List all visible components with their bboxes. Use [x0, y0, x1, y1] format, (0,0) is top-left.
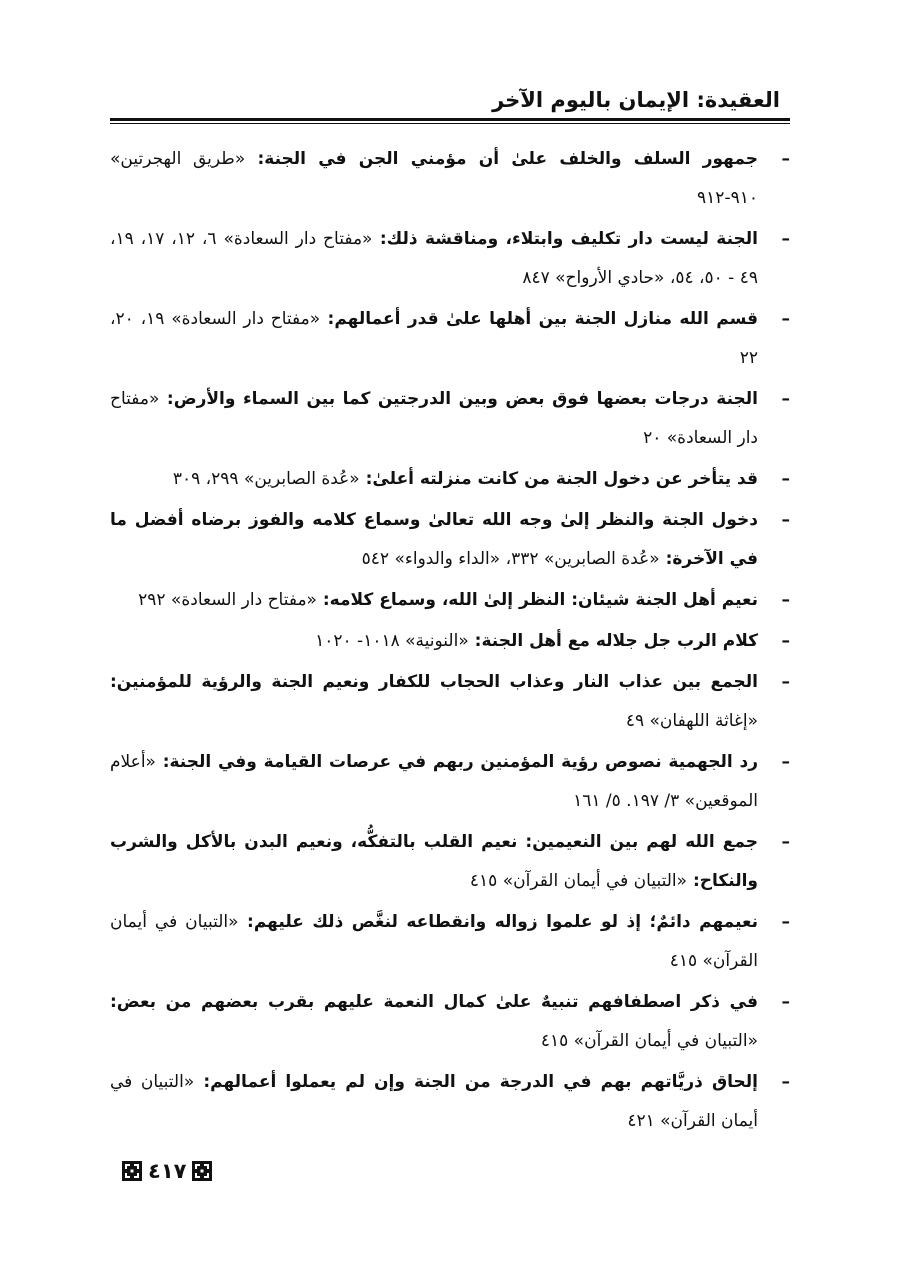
entry-topic: دخول الجنة والنظر إلىٰ وجه الله تعالىٰ وسماع كلامه والفوز برضاه أفضل ما في الآخرة:	[110, 510, 758, 569]
entry-reference: «إغاثة اللهفان» ٤٩	[625, 711, 758, 731]
entry-dash: –	[781, 510, 790, 530]
entry-reference: «مفتاح دار السعادة» ١٩، ٢٠، ٢٢	[110, 309, 758, 368]
square-ornament-icon	[192, 1161, 212, 1181]
entry-reference: «مفتاح دار السعادة» ٢٩٢	[138, 590, 317, 610]
entry-topic: الجنة ليست دار تكليف وابتلاء، ومناقشة ذلك:	[372, 229, 758, 249]
header-title: العقيدة: الإيمان باليوم الآخر	[492, 88, 780, 112]
index-entry	[110, 983, 790, 1061]
entry-dash: –	[781, 672, 790, 692]
entry-dash: –	[781, 752, 790, 772]
header-rule-thin	[110, 123, 790, 124]
index-entries	[110, 140, 790, 1143]
entry-reference: «التبيان في أيمان القرآن» ٤١٥	[540, 1031, 758, 1051]
entry-reference: «التبيان في أيمان القرآن» ٤٢١	[110, 1072, 758, 1131]
entry-topic: نعيمهم دائمٌ؛ إذ لو علموا زواله وانقطاعه لنغَّص ذلك عليهم:	[238, 912, 758, 932]
entry-dash: –	[781, 469, 790, 489]
index-entry	[110, 663, 790, 741]
index-entry	[110, 380, 790, 458]
entry-dash: –	[781, 912, 790, 932]
entry-dash: –	[781, 590, 790, 610]
entry-topic: جمهور السلف والخلف علىٰ أن مؤمني الجن في الجنة:	[245, 149, 759, 169]
entry-dash: –	[781, 1072, 790, 1092]
entry-dash: –	[781, 309, 790, 329]
index-entry	[110, 501, 790, 579]
entry-topic: في ذكر اصطفافهم تنبيهٌ علىٰ كمال النعمة عليهم بقرب بعضهم من بعض:	[110, 992, 758, 1012]
index-entry	[110, 823, 790, 901]
entry-reference: «عُدة الصابرين» ٢٩٩، ٣٠٩	[172, 469, 360, 489]
entry-reference: «النونية» ١٠١٨- ١٠٢٠	[315, 631, 469, 651]
entry-topic: الجمع بين عذاب النار وعذاب الحجاب للكفار ونعيم الجنة والرؤية للمؤمنين:	[110, 672, 758, 692]
entry-dash: –	[781, 389, 790, 409]
entry-topic: كلام الرب جل جلاله مع أهل الجنة:	[468, 631, 758, 651]
entry-dash: –	[781, 832, 790, 852]
index-entry	[110, 460, 790, 499]
header-rule-thick	[110, 118, 790, 121]
entry-reference: «أعلام الموقعين» ٣/ ١٩٧. ٥/ ١٦١	[110, 752, 758, 811]
entry-dash: –	[781, 229, 790, 249]
index-entry	[110, 622, 790, 661]
entry-dash: –	[781, 149, 790, 169]
entry-topic: قسم الله منازل الجنة بين أهلها علىٰ قدر أعمالهم:	[320, 309, 759, 329]
entry-reference: «مفتاح دار السعادة» ٢٠	[110, 389, 758, 448]
index-entry	[110, 581, 790, 620]
entry-dash: –	[781, 631, 790, 651]
index-entry	[110, 300, 790, 378]
index-entry	[110, 220, 790, 298]
index-entry	[110, 140, 790, 218]
entry-topic: قد يتأخر عن دخول الجنة من كانت منزلته أعلىٰ:	[359, 469, 758, 489]
entry-reference: «التبيان في أيمان القرآن» ٤١٥	[110, 912, 758, 971]
entry-reference: «طريق الهجرتين» ٩١٠-٩١٢	[110, 149, 758, 208]
running-header	[110, 86, 790, 116]
index-entry	[110, 1063, 790, 1141]
entry-topic: الجنة درجات بعضها فوق بعض وبين الدرجتين كما بين السماء والأرض:	[159, 389, 758, 409]
page-number: ٤١٧	[148, 1159, 187, 1183]
entry-topic: نعيم أهل الجنة شيئان: النظر إلىٰ الله، وسماع كلامه:	[316, 590, 758, 610]
entry-topic: إلحاق ذريَّاتهم بهم في الدرجة من الجنة وإن لم يعملوا أعمالهم:	[194, 1072, 758, 1092]
index-entry	[110, 743, 790, 821]
page-footer	[122, 1158, 212, 1184]
entry-topic: رد الجهمية نصوص رؤية المؤمنين ربهم في عرصات القيامة وفي الجنة:	[155, 752, 758, 772]
entry-dash: –	[781, 992, 790, 1012]
entry-reference: «مفتاح دار السعادة» ٦، ١٢، ١٧، ١٩، ٤٩ - ٥٠، ٥٤، «حادي الأرواح» ٨٤٧	[110, 229, 758, 288]
entry-reference: «التبيان في أيمان القرآن» ٤١٥	[469, 871, 688, 891]
entry-reference: «عُدة الصابرين» ٣٣٢، «الداء والدواء» ٥٤٢	[361, 549, 660, 569]
index-entry	[110, 903, 790, 981]
entry-topic: جمع الله لهم بين النعيمين: نعيم القلب بالتفكُّه، ونعيم البدن بالأكل والشرب والنكاح:	[110, 832, 758, 891]
square-ornament-icon	[122, 1161, 142, 1181]
